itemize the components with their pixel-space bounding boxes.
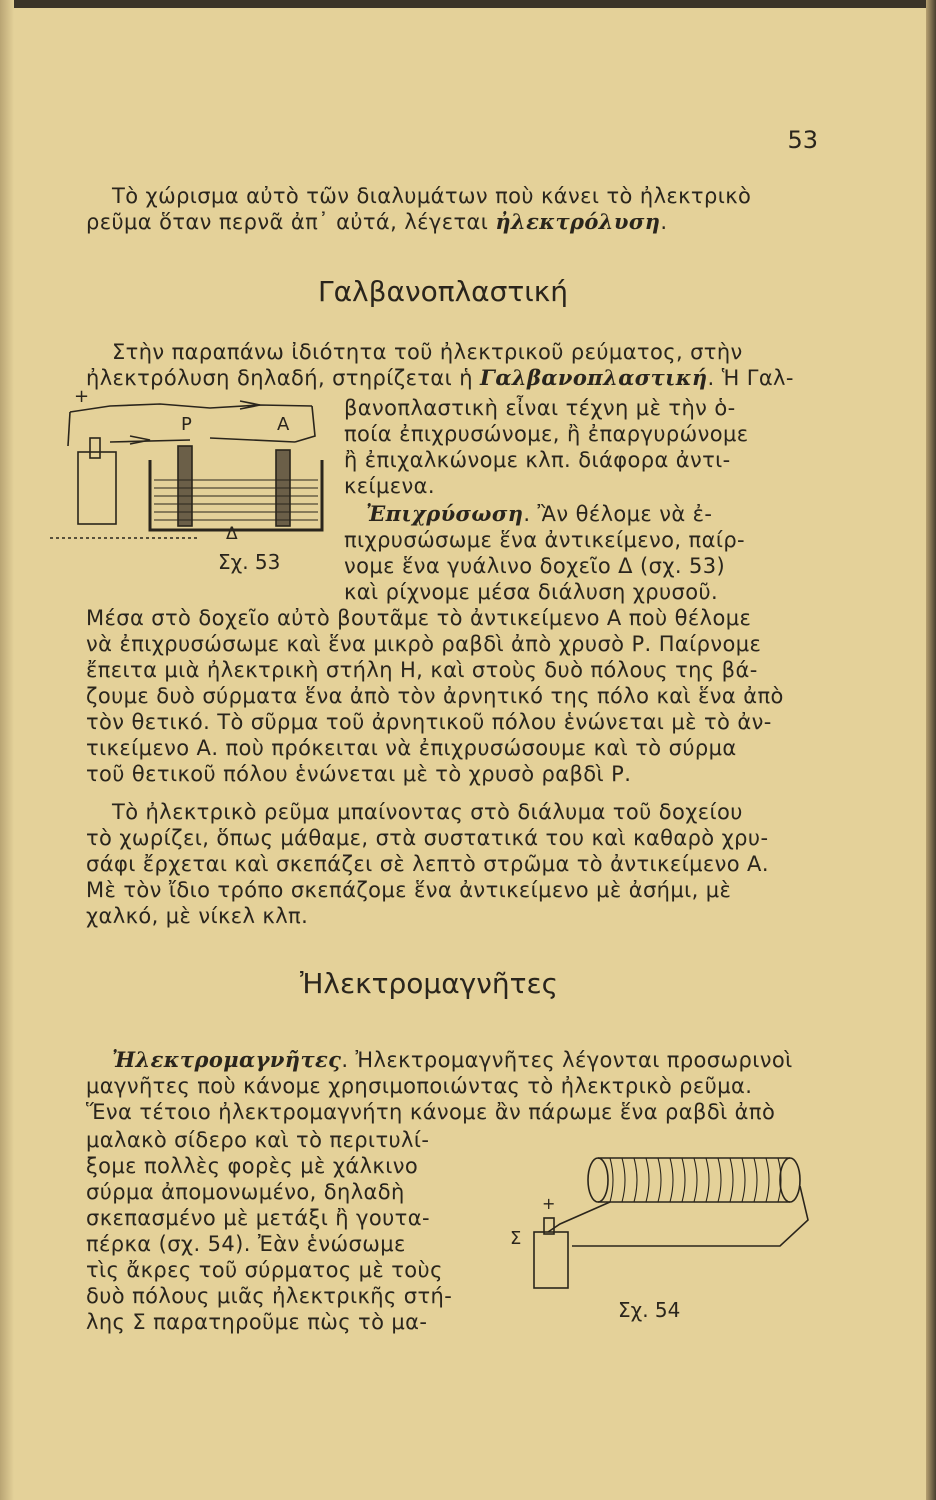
fig53-left-wire <box>68 412 70 446</box>
s1-p1-line-3: βανοπλαστικὴ εἶναι τέχνη μὲ τὴν ὁ- <box>344 396 736 420</box>
s2-p1-line-5: ξομε πολλὲς φορὲς μὲ χάλκινο <box>86 1154 419 1178</box>
fig53-label-d: Δ <box>226 524 238 544</box>
intro-line-2-text: ρεῦμα ὅταν περνᾶ ἀπ᾽ αὐτά, λέγεται <box>86 210 496 234</box>
term-electrolysis: ἠλεκτρόλυση <box>495 209 661 234</box>
fig54-caption: Σχ. 54 <box>618 1298 681 1322</box>
fig54-rod-left-end <box>588 1158 608 1202</box>
s2-p1-line-1-end: . Ἠλεκτρομαγνῆτες λέγονται προσωρινοὶ <box>341 1048 793 1072</box>
s1-p1-line-1: Στὴν παραπάνω ἰδιότητα τοῦ ἠλεκτρικοῦ ρεύματος, στὴν <box>112 340 743 364</box>
s1-p2-line-4: καὶ ρίχνομε μέσα διάλυση χρυσοῦ. <box>344 580 719 604</box>
fig53-inner-wires <box>110 438 295 442</box>
fig54-wire-negative <box>572 1186 808 1246</box>
fig53-gold-rod <box>178 446 192 526</box>
s2-p1-line-7: σκεπασμένο μὲ μετάξι ἢ γουτα- <box>86 1206 430 1230</box>
s1-p1-line-4: ποία ἐπιχρυσώνομε, ἢ ἐπαργυρώνομε <box>344 422 749 446</box>
s2-p1-line-3: Ἕνα τέτοιο ἠλεκτρομαγνήτη κάνομε ἂν πάρωμε ἕνα ραβδὶ ἀπὸ <box>86 1100 776 1124</box>
fig53-label-p: P <box>181 414 192 435</box>
s1-p2-line-8: ζουμε δυὸ σύρματα ἕνα ἀπὸ τὸν ἀρνητικό της πόλο καὶ ἕνα ἀπὸ <box>86 684 784 708</box>
s1-p3-line-1: Τὸ ἠλεκτρικὸ ρεῦμα μπαίνοντας στὸ διάλυμα τοῦ δοχείου <box>112 800 743 824</box>
s1-p2-line-6: νὰ ἐπιχρυσώσωμε καὶ ἕνα μικρὸ ραβδὶ ἀπὸ χρυσὸ Ρ. Παίρνομε <box>86 632 762 656</box>
fig54-rod-right-end <box>780 1158 800 1202</box>
s1-p2-line-2: πιχρυσώσωμε ἕνα ἀντικείμενο, παίρ- <box>344 528 746 552</box>
s2-p1-line-8: πέρκα (σχ. 54). Ἐὰν ἑνώσωμε <box>86 1232 406 1256</box>
intro-line-2 <box>86 210 667 234</box>
figure-54-electromagnet-diagram <box>500 1150 820 1300</box>
page-right-edge <box>926 0 936 1500</box>
s1-p3-line-3: σάφι ἔρχεται καὶ σκεπάζει σὲ λεπτὸ στρῶμα τὸ ἀντικείμενο Α. <box>86 852 769 876</box>
s2-p1-line-4: μαλακὸ σίδερο καὶ τὸ περιτυλί- <box>86 1128 430 1152</box>
page-top-edge <box>0 0 936 8</box>
section-heading-electroplating: Γαλβανοπλαστική <box>318 275 568 308</box>
s2-p1-line-9: τὶς ἄκρες τοῦ σύρματος μὲ τοὺς <box>86 1258 443 1282</box>
s1-p1-line-5: ἢ ἐπιχαλκώνομε κλπ. διάφορα ἀντι- <box>344 448 731 472</box>
section-heading-electromagnets: Ἠλεκτρομαγνῆτες <box>300 967 559 1000</box>
s1-p3-line-4: Μὲ τὸν ἴδιο τρόπο σκεπάζομε ἕνα ἀντικείμενο μὲ ἀσήμι, μὲ <box>86 878 732 902</box>
s2-p1-line-6: σύρμα ἀπομονωμένο, δηλαδὴ <box>86 1180 405 1204</box>
term-electromagnets: Ἠλεκτρομαγνῆτες <box>112 1047 342 1072</box>
fig53-right-wire <box>295 406 315 442</box>
s1-p2-line-1-end: . Ἂν θέλομε νὰ ἐ- <box>523 502 713 526</box>
s1-p3-line-2: τὸ χωρίζει, ὅπως μάθαμε, στὰ συστατικά του καὶ καθαρὸ χρυ- <box>86 826 769 850</box>
fig54-coil-windings <box>610 1158 781 1202</box>
page-left-edge <box>0 0 14 1500</box>
fig53-label-a: A <box>277 414 290 435</box>
s2-p1-line-2: μαγνῆτες ποὺ κάνομε χρησιμοποιώντας τὸ ἠλεκτρικὸ ρεῦμα. <box>86 1074 753 1098</box>
s1-p2-line-9: τὸν θετικό. Τὸ σῦρμα τοῦ ἀρνητικοῦ πόλου ἑνώνεται μὲ τὸ ἀν- <box>86 710 772 734</box>
fig53-arrow-inner <box>130 436 150 444</box>
page-number: 53 <box>787 126 818 154</box>
fig53-battery-cell <box>78 452 116 524</box>
s1-p2-line-11: τοῦ θετικοῦ πόλου ἑνώνεται μὲ τὸ χρυσὸ ραβδὶ Ρ. <box>86 762 632 786</box>
intro-line-1: Τὸ χώρισμα αὐτὸ τῶν διαλυμάτων ποὺ κάνει τὸ ἠλεκτρικὸ <box>112 184 752 208</box>
fig53-battery-terminal <box>90 438 100 458</box>
fig54-label-s: Σ <box>510 1228 522 1249</box>
fig53-label-plus: + <box>74 386 90 407</box>
s1-p2-line-1 <box>366 502 712 526</box>
fig53-top-wire <box>70 404 312 412</box>
fig54-battery <box>534 1232 568 1288</box>
s1-p1-line-2-end: . Ἡ Γαλ- <box>707 366 794 390</box>
s1-p3-line-5: χαλκό, μὲ νίκελ κλπ. <box>86 904 309 928</box>
s1-p2-line-3: νομε ἕνα γυάλινο δοχεῖο Δ (σχ. 53) <box>344 554 726 578</box>
s2-p1-line-10: δυὸ πόλους μιᾶς ἠλεκτρικῆς στή- <box>86 1284 453 1308</box>
s1-p1-line-6: κείμενα. <box>344 474 435 498</box>
term-gilding: Ἐπιχρύσωση <box>366 501 524 526</box>
fig54-rod-body <box>598 1158 790 1202</box>
fig54-label-plus: + <box>542 1194 556 1213</box>
intro-line-2-end: . <box>660 210 668 234</box>
fig53-caption: Σχ. 53 <box>218 550 281 574</box>
s1-p2-line-7: ἔπειτα μιὰ ἠλεκτρικὴ στήλη Η, καὶ στοὺς δυὸ πόλους της βά- <box>86 658 758 682</box>
term-galvanoplastiki: Γαλβανοπλαστική <box>480 365 708 390</box>
s1-p2-line-10: τικείμενο Α. ποὺ πρόκειται νὰ ἐπιχρυσώσουμε καὶ τὸ σύρμα <box>86 736 737 760</box>
s1-p1-line-2-text: ἠλεκτρόλυση δηλαδή, στηρίζεται ἡ <box>86 366 481 390</box>
s2-p1-line-1 <box>112 1048 793 1072</box>
s1-p1-line-2 <box>86 366 794 390</box>
fig54-wire-positive <box>548 1202 610 1232</box>
s1-p2-line-5: Μέσα στὸ δοχεῖο αὐτὸ βουτᾶμε τὸ ἀντικείμενο Α ποὺ θέλομε <box>86 606 752 630</box>
s2-p1-line-11: λης Σ παρατηροῦμε πὼς τὸ μα- <box>86 1310 428 1334</box>
figure-53-electroplating-diagram <box>50 390 340 550</box>
